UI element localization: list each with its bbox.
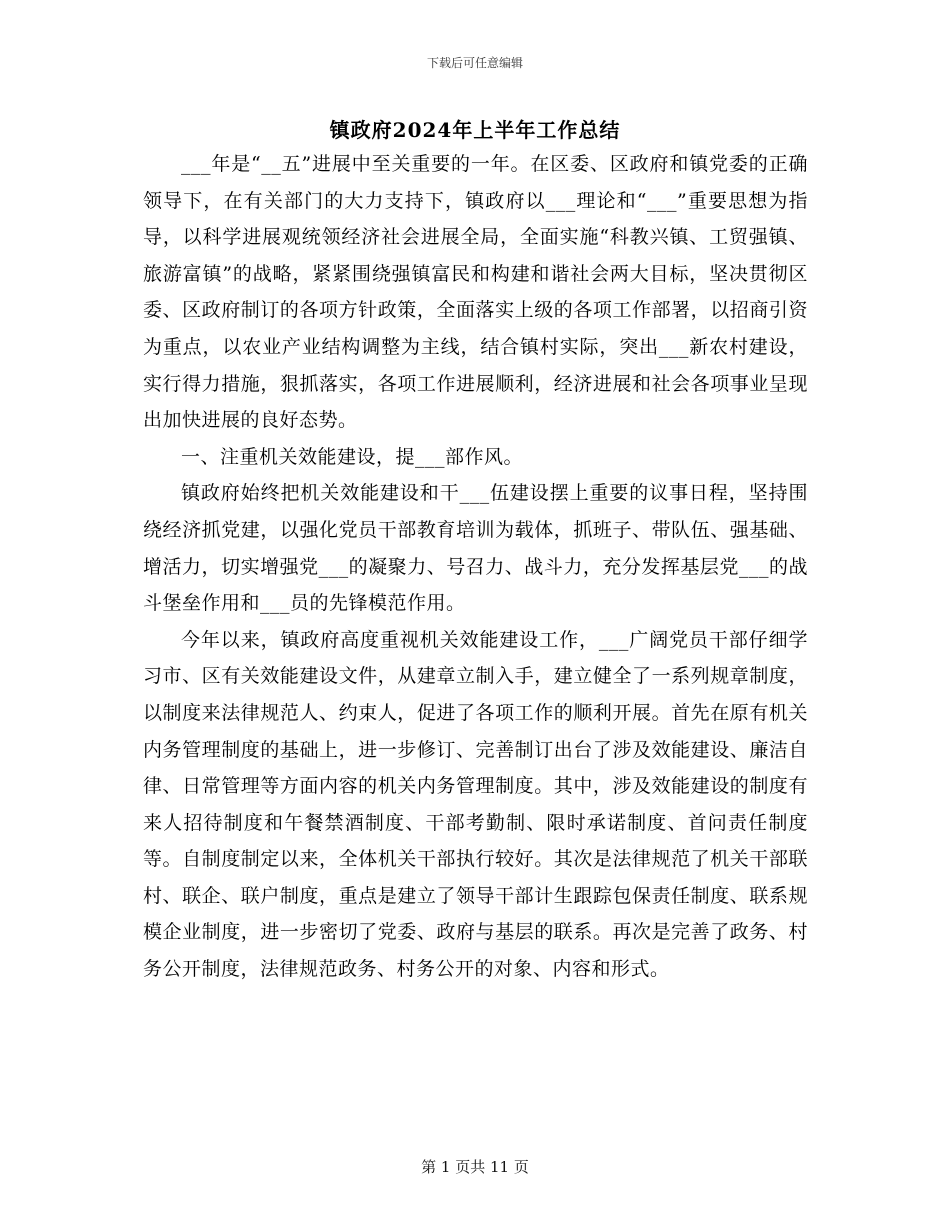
document-body bbox=[143, 146, 808, 988]
page-number: 第 1 页共 11 页 bbox=[421, 1158, 529, 1176]
paragraph-efficiency: 今年以来，镇政府高度重视机关效能建设工作，___广阔党员干部仔细学习市、区有关效能建设文件，从建章立制入手，建立健全了一系列规章制度，以制度来法律规范人、约束人，促进了各项工作的顺利开展。首先在原有机关内务管理制度的基础上，进一步修订、完善制订出台了涉及效能建设、廉洁自律、日常管理等方面内容的机关内务管理制度。其中，涉及效能建设的制度有来人招待制度和午餐禁酒制度、干部考勤制、限时承诺制度、首问责任制度等。自制度制定以来，全体机关干部执行较好。其次是法律规范了机关干部联村、联企、联户制度，重点是建立了领导干部计生跟踪包保责任制度、联系规模企业制度，进一步密切了党委、政府与基层的联系。再次是完善了政务、村务公开制度，法律规范政务、村务公开的对象、内容和形式。 bbox=[143, 628, 808, 981]
section-heading: 一、注重机关效能建设，提___部作风。 bbox=[181, 445, 524, 468]
paragraph-party-building: 镇政府始终把机关效能建设和干___伍建设摆上重要的议事日程，坚持围绕经济抓党建，以强化党员干部教育培训为载体，抓班子、带队伍、强基础、增活力，切实增强党___的凝聚力、号召力、战斗力，充分发挥基层党___的战斗堡垒作用和___员的先锋模范作用。 bbox=[143, 482, 808, 615]
paragraph-intro: ___年是“__五”进展中至关重要的一年。在区委、区政府和镇党委的正确领导下，在有关部门的大力支持下，镇政府以___理论和“___”重要思想为指导，以科学进展观统领经济社会进展全局，全面实施“科教兴镇、工贸强镇、旅游富镇”的战略，紧紧围绕强镇富民和构建和谐社会两大目标，坚决贯彻区委、区政府制订的各项方针政策，全面落实上级的各项工作部署，以招商引资为重点，以农业产业结构调整为主线，结合镇村实际，突出___新农村建设，实行得力措施，狠抓落实，各项工作进展顺利，经济进展和社会各项事业呈现出加快进展的良好态势。 bbox=[143, 153, 808, 432]
document-title: 镇政府2024年上半年工作总结 bbox=[329, 118, 621, 142]
download-note: 下载后可任意编辑 bbox=[426, 56, 523, 70]
